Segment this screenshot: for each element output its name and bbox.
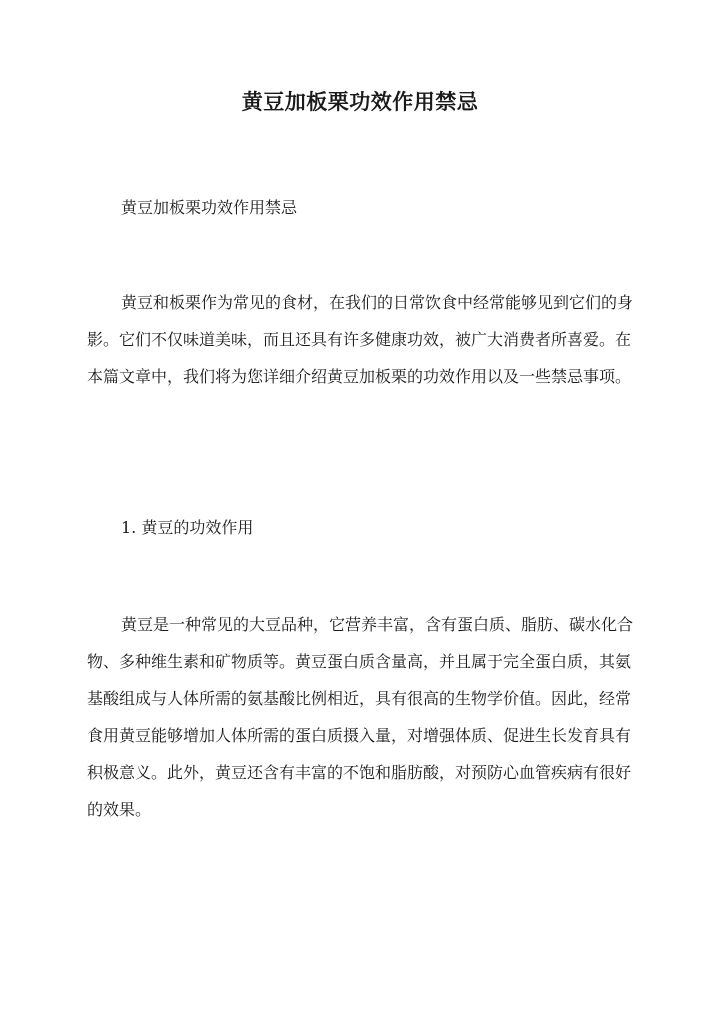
intro-paragraph: 黄豆和板栗作为常见的食材，在我们的日常饮食中经常能够见到它们的身影。它们不仅味道美味，而且还具有许多健康功效，被广大消费者所喜爱。在本篇文章中，我们将为您详细介绍黄豆加板栗的功效作用以及一些禁忌事项。 bbox=[87, 293, 634, 386]
section-paragraph: 黄豆是一种常见的大豆品种，它营养丰富，含有蛋白质、脂肪、碳水化合物、多种维生素和矿物质等。黄豆蛋白质含量高，并且属于完全蛋白质，其氨基酸组成与人体所需的氨基酸比例相近，具有很高的生物学价值。因此，经常食用黄豆能够增加人体所需的蛋白质摄入量，对增强体质、促进生长发育具有积极意义。此外，黄豆还含有丰富的不饱和脂肪酸，对预防心血管疾病有很好的效果。 bbox=[87, 615, 634, 819]
document-title: 黄豆加板栗功效作用禁忌 bbox=[241, 89, 479, 114]
document-subtitle: 黄豆加板栗功效作用禁忌 bbox=[121, 198, 298, 217]
section-heading: 1. 黄豆的功效作用 bbox=[121, 518, 254, 537]
